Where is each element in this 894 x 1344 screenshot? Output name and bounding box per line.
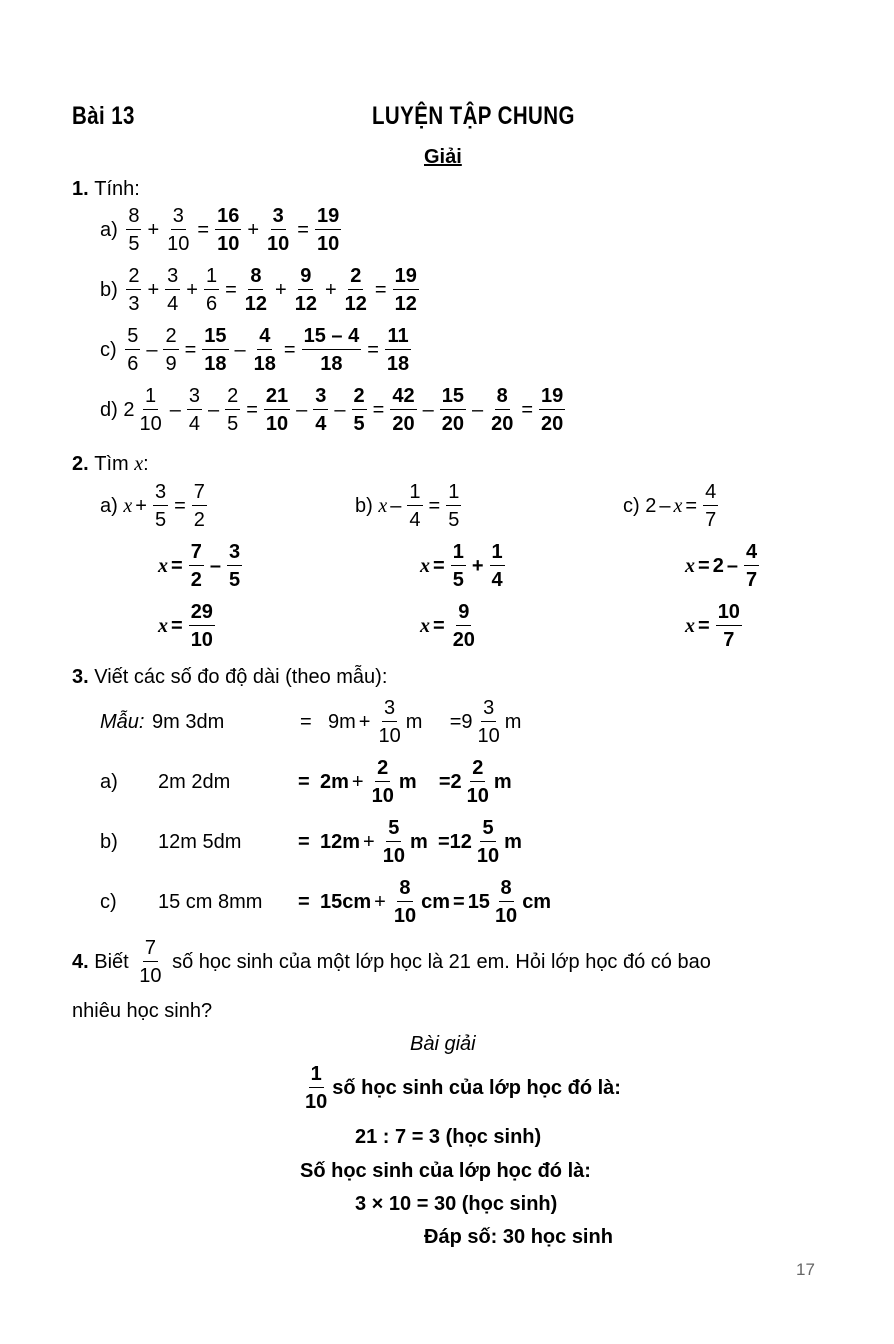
fraction: $\frac{5}{10}$ [382,817,405,867]
ex2-variable: x [134,453,144,475]
fraction: $\frac{9}{12}$ [294,265,317,315]
ex2-number: 2. [72,453,89,475]
fraction: $\frac{8}{12}$ [244,265,268,315]
ex2-heading [72,453,149,476]
fraction: $\frac{1}{10}$ [139,385,162,435]
lesson-number: Bài 13 [72,102,135,130]
fraction: $\frac{2}{12}$ [344,265,367,315]
solution-title: Bài giải [410,1033,476,1055]
ex2-c-step1: x = 2 – $\frac{4}{7}$ [685,541,758,591]
fraction: $\frac{5}{10}$ [476,817,500,867]
fraction: $\frac{5}{6}$ [127,325,139,375]
fraction: $\frac{10}{7}$ [717,601,740,651]
subtitle-solution: Giải [424,146,462,168]
fraction: $\frac{4}{18}$ [253,325,276,375]
fraction: $\frac{7}{10}$ [139,937,162,987]
ex3-a-label: a) [100,770,118,793]
fraction: $\frac{4}{7}$ [745,541,758,591]
ex1-a-label: a) [100,218,118,241]
solution-answer: Đáp số: 30 học sinh [424,1226,613,1248]
ex1-c: c) $\frac{5}{6}$ – $\frac{2}{9}$ = $\frac{15}{18}$ – $\frac{4}{18}$ = $\frac{15 - 4}{18}$ = $\frac{11}{18}$ [100,325,410,375]
fraction: $\frac{8}{10}$ [494,877,518,927]
ex3-number: 3. [72,666,89,688]
ex2-a-label: a) [100,494,118,517]
fraction: $\frac{3}{4}$ [188,385,200,435]
ex2-b-step1: x = $\frac{1}{5}$ + $\frac{1}{4}$ [420,541,503,591]
fraction: $\frac{3}{4}$ [315,385,327,435]
fraction: $\frac{19}{12}$ [394,265,417,315]
ex2-c-result: x = $\frac{10}{7}$ [685,601,740,651]
ex2-colon: : [143,453,149,475]
ex3-c-label: c) [100,890,117,913]
ex2-c: c) 2 – x = $\frac{4}{7}$ [623,481,717,531]
fraction: $\frac{19}{10}$ [316,205,340,255]
ex3-a-given: 2m 2dm [158,770,231,793]
fraction: $\frac{11}{18}$ [386,325,410,375]
ex1-d-label: d) [100,398,118,421]
fraction: $\frac{9}{20}$ [452,601,475,651]
ex3-sample: Mẫu: 9m 3dm = 9m + $\frac{3}{10}$ m = 9 $\frac{3}{10}$ m [100,697,522,747]
fraction: $\frac{3}{10}$ [267,205,290,255]
ex1-heading [72,178,140,201]
fraction: $\frac{1}{10}$ [305,1063,328,1113]
ex4-text: số học sinh của một lớp học là 21 em. Hỏi lớp học đó có bao [172,950,711,973]
fraction: $\frac{21}{10}$ [265,385,289,435]
ex1-b-label: b) [100,278,118,301]
ex1-number: 1. [72,178,89,200]
fraction: $\frac{1}{5}$ [448,481,460,531]
sample-given: 9m 3dm [152,710,225,733]
fraction: $\frac{3}{10}$ [477,697,500,747]
ex2-b: b) x – $\frac{1}{4}$ = $\frac{1}{5}$ [355,481,460,531]
fraction: $\frac{42}{20}$ [392,385,415,435]
fraction: $\frac{2}{9}$ [165,325,177,375]
ex3-c-given: 15 cm 8mm [158,890,263,913]
solution-line1: $\frac{1}{10}$ số học sinh của lớp học đó là: [305,1063,621,1113]
fraction: $\frac{1}{4}$ [491,541,503,591]
page-title: LUYỆN TẬP CHUNG [372,102,575,130]
ex4-text-line2: nhiêu học sinh? [72,1000,213,1022]
fraction: $\frac{15}{18}$ [204,325,227,375]
fraction: $\frac{8}{10}$ [393,877,417,927]
fraction: $\frac{1}{6}$ [205,265,218,315]
ex2-a: a) x + $\frac{3}{5}$ = $\frac{7}{2}$ [100,481,205,531]
ex3-b-label: b) [100,830,118,853]
fraction: $\frac{1}{5}$ [452,541,464,591]
solution-line2: 21 : 7 = 3 (học sinh) [355,1126,542,1148]
ex2-a-result: x = $\frac{29}{10}$ [158,601,213,651]
page-number: 17 [796,1260,815,1279]
solution-line4: 3 × 10 = 30 (học sinh) [355,1193,558,1215]
fraction: $\frac{3}{4}$ [167,265,179,315]
fraction: $\frac{2}{10}$ [371,757,394,807]
ex3-b-given: 12m 5dm [158,830,242,853]
ex3-a: a) 2m 2dm = 2m + $\frac{2}{10}$ m = 2 $\frac{2}{10}$ m [100,757,512,807]
sample-label: Mẫu: [100,710,145,733]
ex3-prompt: Viết các số đo độ dài (theo mẫu): [94,666,388,688]
ex4-problem: 4. Biết $\frac{7}{10}$ số học sinh của một lớp học là 21 em. Hỏi lớp học đó có bao [72,937,711,987]
fraction: $\frac{7}{2}$ [190,541,202,591]
fraction: $\frac{3}{10}$ [167,205,190,255]
fraction: $\frac{8}{20}$ [491,385,514,435]
fraction: $\frac{3}{5}$ [228,541,241,591]
ex1-a: a) $\frac{8}{5}$ + $\frac{3}{10}$ = $\frac{16}{10}$ + $\frac{3}{10}$ = $\frac{19}{10}$ [100,205,340,255]
ex2-b-result: x = $\frac{9}{20}$ [420,601,475,651]
ex1-c-label: c) [100,338,117,361]
ex3-heading [72,666,387,689]
solution-line3: Số học sinh của lớp học đó là: [300,1160,591,1182]
fraction: $\frac{3}{5}$ [154,481,167,531]
fraction: $\frac{29}{10}$ [190,601,213,651]
ex1-d: d) 2 $\frac{1}{10}$ – $\frac{3}{4}$ – $\frac{2}{5}$ = $\frac{21}{10}$ – $\frac{3}{4}$ – $\frac{2}{5}$ = $\frac{42}{20}$ – $\frac{15}{20}$ – $\frac{8}{20}$ = $\frac{19}{20}$ [100,385,564,435]
fraction: $\frac{15 - 4}{18}$ [303,325,360,375]
fraction: $\frac{8}{5}$ [128,205,140,255]
ex1-b: b) $\frac{2}{3}$ + $\frac{3}{4}$ + $\frac{1}{6}$ = $\frac{8}{12}$ + $\frac{9}{12}$ + $\frac{2}{12}$ = $\frac{19}{12}$ [100,265,417,315]
fraction: $\frac{16}{10}$ [217,205,240,255]
ex2-prompt: Tìm [94,453,129,475]
mixed-whole: 2 [123,398,135,421]
ex1-prompt: Tính: [94,178,140,200]
ex2-b-label: b) [355,494,373,517]
fraction: $\frac{19}{20}$ [541,385,564,435]
fraction: $\frac{3}{10}$ [378,697,401,747]
fraction: $\frac{15}{20}$ [441,385,464,435]
ex2-a-step1: x = $\frac{7}{2}$ – $\frac{3}{5}$ [158,541,241,591]
ex2-c-label: c) [623,494,640,517]
ex3-b: b) 12m 5dm = 12m + $\frac{5}{10}$ m = 12 $\frac{5}{10}$ m [100,817,522,867]
fraction: $\frac{2}{5}$ [227,385,239,435]
ex4-number: 4. [72,950,89,973]
fraction: $\frac{2}{3}$ [128,265,140,315]
fraction: $\frac{7}{2}$ [193,481,205,531]
fraction: $\frac{4}{7}$ [705,481,717,531]
fraction: $\frac{2}{10}$ [466,757,489,807]
fraction: $\frac{1}{4}$ [409,481,421,531]
ex3-c: c) 15 cm 8mm = 15cm + $\frac{8}{10}$ cm = 15 $\frac{8}{10}$ cm [100,877,552,927]
fraction: $\frac{2}{5}$ [353,385,365,435]
